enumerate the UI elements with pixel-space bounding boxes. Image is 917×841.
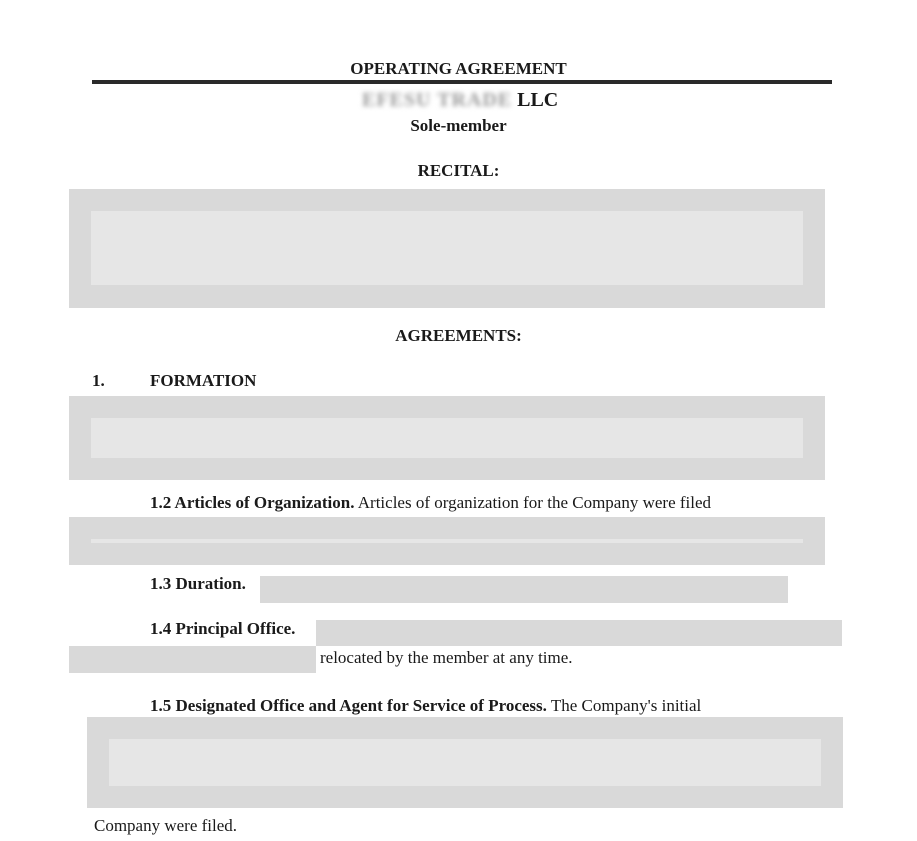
section-1-2-text: Articles of organization for the Company were filed <box>357 493 712 512</box>
section-1-5-text: The Company's initial <box>550 696 702 715</box>
section-1-4-text: relocated by the member at any time. <box>320 648 573 667</box>
document-subtitle: Sole-member <box>410 116 507 135</box>
company-name <box>362 89 558 112</box>
formation-number: 1. <box>92 371 105 390</box>
title-rule <box>92 80 832 84</box>
section-1-4-redaction-b <box>69 646 316 673</box>
section-1-2-heading: 1.2 Articles of Organization. <box>150 493 355 512</box>
section-1-5-tail: Company were filed. <box>94 816 238 835</box>
recital-redaction-inner <box>91 211 803 285</box>
recital-redaction <box>69 189 825 308</box>
company-suffix: LLC <box>517 89 559 111</box>
section-1-5-redaction <box>87 717 843 808</box>
section-1-5-redaction-inner <box>109 739 821 786</box>
document-title: OPERATING AGREEMENT <box>350 59 567 78</box>
recital-heading: RECITAL: <box>417 161 500 180</box>
company-name-redacted: EFESU TRADE <box>362 89 513 111</box>
formation-redaction <box>69 396 825 480</box>
section-1-4-redaction-a <box>316 620 842 646</box>
formation-title: FORMATION <box>150 371 257 390</box>
section-1-2-redaction <box>69 517 825 565</box>
agreements-heading: AGREEMENTS: <box>395 326 522 345</box>
section-1-4-heading: 1.4 Principal Office. <box>150 619 296 638</box>
section-1-3-redaction <box>260 576 788 603</box>
formation-redaction-inner <box>91 418 803 458</box>
section-1-5-heading: 1.5 Designated Office and Agent for Service of Process. <box>150 696 547 715</box>
section-1-2 <box>150 493 711 513</box>
section-1-3-heading: 1.3 Duration. <box>150 574 246 593</box>
section-1-2-redaction-inner <box>91 539 803 543</box>
section-1-5 <box>150 696 701 716</box>
